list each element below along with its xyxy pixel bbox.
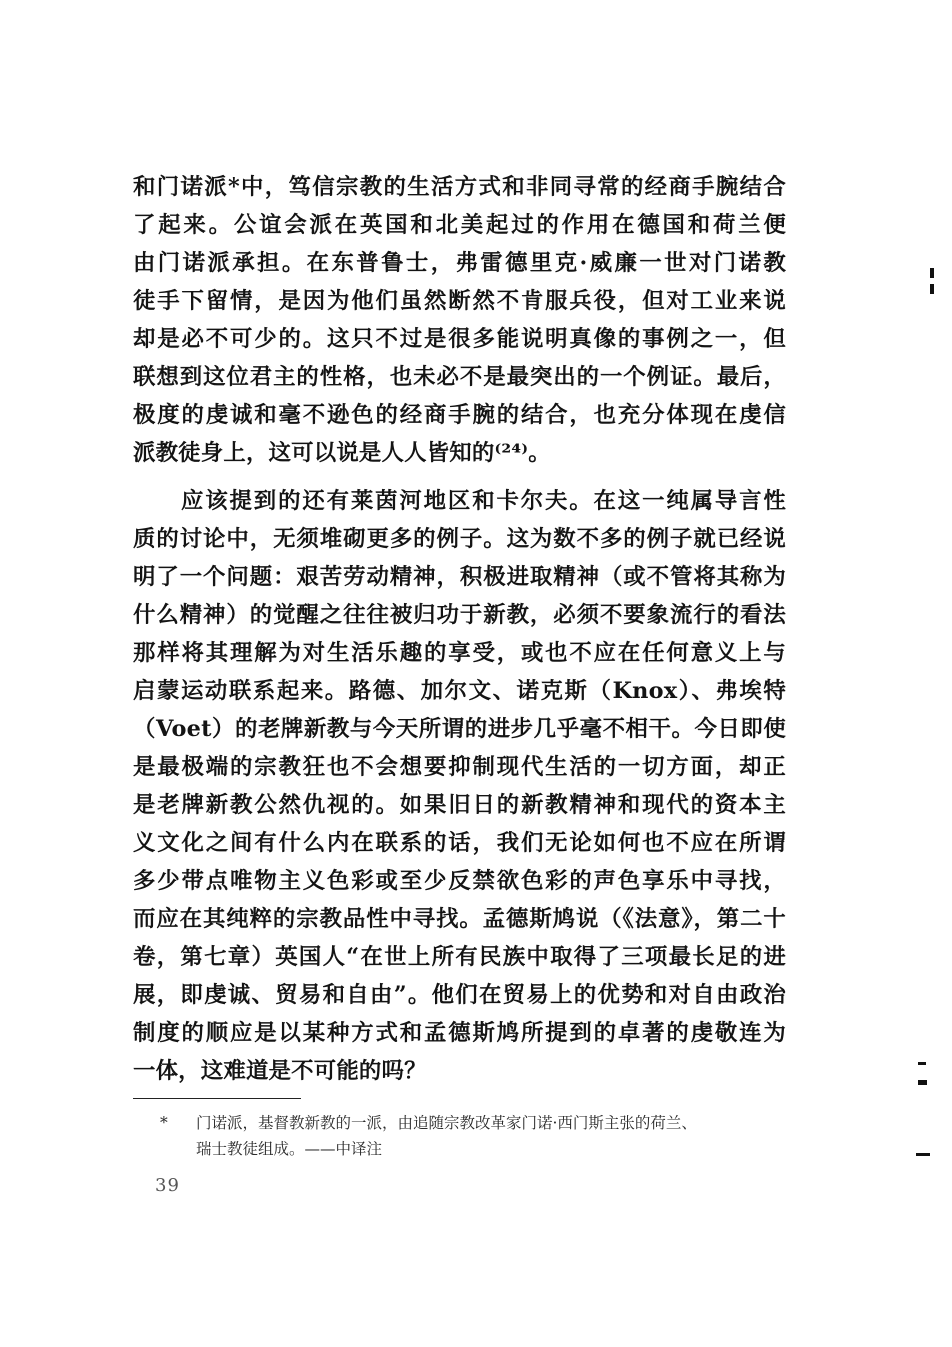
paragraph-1 — [133, 168, 786, 472]
footnote-divider — [133, 1098, 301, 1099]
text-line: 极度的虔诚和毫不逊色的经商手腕的结合，也充分体现在虔信 — [133, 402, 786, 428]
text-line: 徒手下留情，是因为他们虽然断然不肯服兵役，但对工业来说 — [133, 288, 786, 314]
text-line: 多少带点唯物主义色彩或至少反禁欲色彩的声色享乐中寻找， — [133, 868, 786, 894]
scan-mark — [916, 1153, 930, 1156]
text-line: 是老牌新教公然仇视的。如果旧日的新教精神和现代的资本主 — [133, 792, 786, 818]
scan-mark — [930, 284, 934, 294]
text-line: 联想到这位君主的性格，也未必不是最突出的一个例证。最后， — [133, 364, 786, 390]
main-text — [133, 168, 786, 1090]
footnote-text: 门诺派，基督教新教的一派，由追随宗教改革家门诺·西门斯主张的荷兰、 — [196, 1114, 697, 1132]
text-line: 一体，这难道是不可能的吗？ — [133, 1058, 427, 1084]
scan-mark — [918, 1080, 927, 1085]
text-line: （Voet）的老牌新教与今天所谓的进步几乎毫不相干。今日即使 — [133, 716, 786, 742]
footnote-marker: * — [160, 1114, 168, 1132]
footnote — [160, 1110, 792, 1162]
footnote-line — [160, 1110, 792, 1136]
text-line: 义文化之间有什么内在联系的话，我们无论如何也不应在所谓 — [133, 830, 786, 856]
text-line: 却是必不可少的。这只不过是很多能说明真像的事例之一，但 — [133, 326, 786, 352]
text-line: 和门诺派*中，笃信宗教的生活方式和非同寻常的经商手腕结合 — [133, 174, 786, 200]
text-line: 那样将其理解为对生活乐趣的享受，或也不应在任何意义上与 — [133, 640, 786, 666]
text-line: 质的讨论中，无须堆砌更多的例子。这为数不多的例子就已经说 — [133, 526, 786, 552]
text-line: 什么精神）的觉醒之往往被归功于新教，必须不要象流行的看法 — [133, 602, 786, 628]
footnote-text: 瑞士教徒组成。——中译注 — [196, 1140, 383, 1158]
text-line: 应该提到的还有莱茵河地区和卡尔夫。在这一纯属导言性 — [181, 488, 786, 514]
text-line: 卷，第七章）英国人“在世上所有民族中取得了三项最长足的进 — [133, 944, 786, 970]
text-line: 派教徒身上，这可以说是人人皆知的⁽²⁴⁾。 — [133, 440, 551, 466]
text-line: 而应在其纯粹的宗教品性中寻找。孟德斯鸠说（《法意》，第二十 — [133, 906, 786, 932]
footnote-line — [160, 1136, 792, 1162]
text-line: 是最极端的宗教狂也不会想要抑制现代生活的一切方面，却正 — [133, 754, 786, 780]
text-line: 展，即虔诚、贸易和自由”。他们在贸易上的优势和对自由政治 — [133, 982, 786, 1008]
text-line: 明了一个问题：艰苦劳动精神，积极进取精神（或不管将其称为 — [133, 564, 786, 590]
text-line: 启蒙运动联系起来。路德、加尔文、诺克斯（Knox）、弗埃特 — [133, 678, 786, 704]
scan-mark — [930, 268, 934, 278]
text-line: 制度的顺应是以某种方式和孟德斯鸠所提到的卓著的虔敬连为 — [133, 1020, 786, 1046]
text-line: 由门诺派承担。在东普鲁士，弗雷德里克·威廉一世对门诺教 — [133, 250, 786, 276]
scan-mark — [918, 1062, 926, 1065]
paragraph-2 — [133, 482, 786, 1090]
page-number: 39 — [155, 1175, 180, 1196]
text-line: 了起来。公谊会派在英国和北美起过的作用在德国和荷兰便 — [133, 212, 786, 238]
